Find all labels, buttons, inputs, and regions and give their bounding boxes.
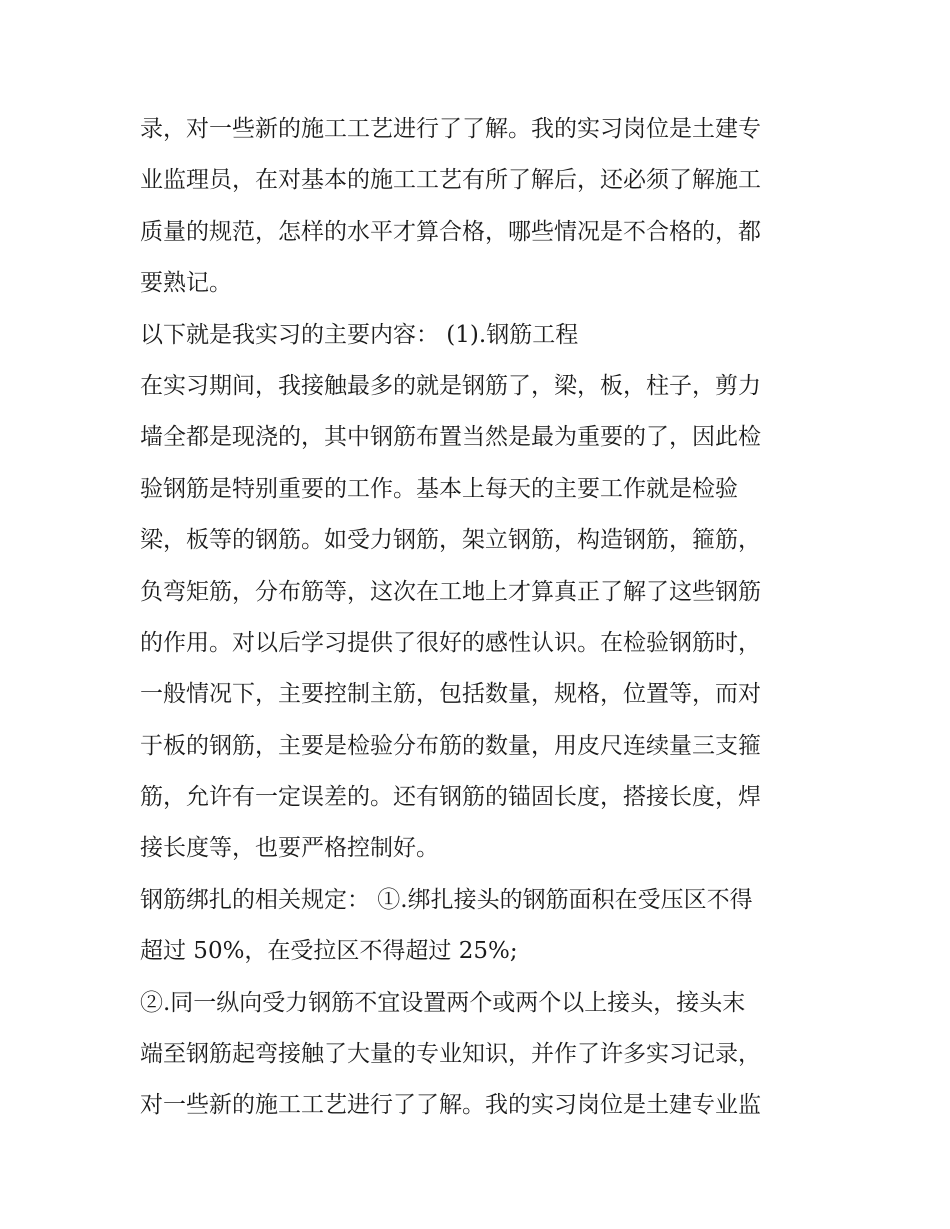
text-line: 接长度等，也要严格控制好。 xyxy=(140,835,439,862)
document-body-text xyxy=(140,104,820,1132)
text-line: 筋，允许有一定误差的。还有钢筋的锚固长度，搭接长度，焊 xyxy=(140,784,761,811)
text-line: 的作用。对以后学习提供了很好的感性认识。在检验钢筋时， xyxy=(140,629,761,656)
text-line: 梁，板等的钢筋。如受力钢筋，架立钢筋，构造钢筋，箍筋， xyxy=(140,527,761,554)
text-line: 一般情况下，主要控制主筋，包括数量，规格，位置等，而对 xyxy=(140,681,761,708)
text-line: 负弯矩筋，分布筋等，这次在工地上才算真正了解了这些钢筋 xyxy=(140,578,761,605)
text-line: 验钢筋是特别重要的工作。基本上每天的主要工作就是检验 xyxy=(140,475,738,502)
text-line: 录，对一些新的施工工艺进行了了解。我的实习岗位是土建专 xyxy=(140,116,761,142)
text-line: 超过 50%，在受拉区不得超过 25%; xyxy=(140,938,518,965)
text-line: 要熟记。 xyxy=(140,270,232,297)
section-heading-line: 以下就是我实习的主要内容： (1).钢筋工程 xyxy=(140,321,579,348)
text-line: 质量的规范，怎样的水平才算合格，哪些情况是不合格的，都 xyxy=(140,218,761,245)
text-line: 在实习期间，我接触最多的就是钢筋了，梁，板，柱子，剪力 xyxy=(140,372,761,399)
text-line: ②.同一纵向受力钢筋不宜设置两个或两个以上接头，接头末 xyxy=(140,989,746,1016)
text-line: 墙全都是现浇的，其中钢筋布置当然是最为重要的了，因此检 xyxy=(140,424,761,451)
text-line: 端至钢筋起弯接触了大量的专业知识，并作了许多实习记录， xyxy=(140,1041,761,1068)
text-line: 对一些新的施工工艺进行了了解。我的实习岗位是土建专业监 xyxy=(140,1092,761,1119)
text-line: 于板的钢筋，主要是检验分布筋的数量，用皮尺连续量三支箍 xyxy=(140,732,761,759)
text-line: 业监理员，在对基本的施工工艺有所了解后，还必须了解施工 xyxy=(140,167,761,194)
rules-heading-line: 钢筋绑扎的相关规定： ①.绑扎接头的钢筋面积在受压区不得 xyxy=(140,886,753,913)
